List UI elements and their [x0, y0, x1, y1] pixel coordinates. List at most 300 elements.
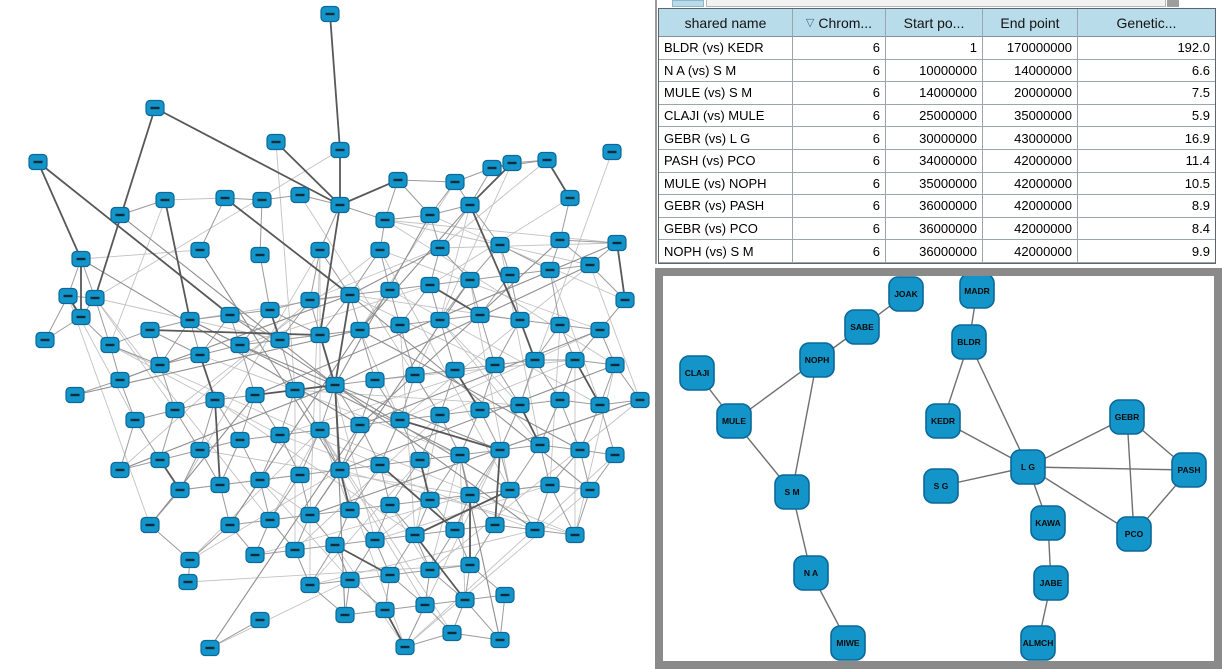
- node-label: [586, 264, 595, 266]
- node-label: [421, 604, 430, 606]
- network-node[interactable]: [451, 448, 469, 463]
- network-node[interactable]: [431, 313, 449, 328]
- network-node[interactable]: [501, 268, 519, 283]
- network-node[interactable]: [566, 528, 584, 543]
- table-cell[interactable]: 1: [886, 37, 983, 60]
- table-cell[interactable]: 10000000: [886, 60, 983, 83]
- network-node[interactable]: [59, 289, 77, 304]
- network-node[interactable]: [561, 191, 579, 206]
- network-node-s-m[interactable]: [775, 475, 809, 509]
- network-node[interactable]: [291, 188, 309, 203]
- network-node[interactable]: [391, 413, 409, 428]
- network-node[interactable]: [461, 273, 479, 288]
- node-label: KEDR: [930, 416, 956, 426]
- table-cell[interactable]: 9.9: [1078, 240, 1215, 263]
- table-cell[interactable]: 6: [793, 195, 886, 218]
- network-node[interactable]: [211, 478, 229, 493]
- network-node[interactable]: [301, 578, 319, 593]
- network-node[interactable]: [461, 488, 479, 503]
- node-label: [256, 254, 265, 256]
- table-cell[interactable]: 42000000: [983, 195, 1078, 218]
- network-node[interactable]: [111, 373, 129, 388]
- network-node[interactable]: [66, 388, 84, 403]
- table-row[interactable]: [659, 82, 1215, 105]
- network-node[interactable]: [151, 453, 169, 468]
- network-node[interactable]: [471, 308, 489, 323]
- network-node[interactable]: [366, 373, 384, 388]
- network-node[interactable]: [231, 338, 249, 353]
- network-node[interactable]: [111, 463, 129, 478]
- network-node-sabe[interactable]: [845, 310, 879, 344]
- node-label: CLAJI: [684, 368, 710, 378]
- network-node[interactable]: [381, 498, 399, 513]
- network-node[interactable]: [526, 523, 544, 538]
- network-node[interactable]: [456, 593, 474, 608]
- table-cell[interactable]: 16.9: [1078, 127, 1215, 150]
- network-node[interactable]: [251, 248, 269, 263]
- node-label: [476, 409, 485, 411]
- node-label: [356, 424, 365, 426]
- table-cell[interactable]: MULE (vs) S M: [659, 82, 793, 105]
- table-cell[interactable]: GEBR (vs) PCO: [659, 218, 793, 241]
- network-node[interactable]: [571, 443, 589, 458]
- network-node[interactable]: [538, 153, 556, 168]
- network-node[interactable]: [271, 428, 289, 443]
- network-node[interactable]: [72, 252, 90, 267]
- network-node[interactable]: [566, 353, 584, 368]
- network-node[interactable]: [603, 145, 621, 160]
- filter-icon[interactable]: ▽: [805, 17, 815, 29]
- network-node[interactable]: [446, 363, 464, 378]
- table-cell[interactable]: 34000000: [886, 150, 983, 173]
- table-row[interactable]: [659, 60, 1215, 83]
- node-label: [386, 504, 395, 506]
- network-node[interactable]: [396, 640, 414, 655]
- network-node[interactable]: [371, 458, 389, 473]
- network-node[interactable]: [351, 418, 369, 433]
- table-cell[interactable]: 5.9: [1078, 105, 1215, 128]
- network-node[interactable]: [221, 308, 239, 323]
- table-cell[interactable]: 42000000: [983, 218, 1078, 241]
- network-node[interactable]: [406, 368, 424, 383]
- network-node[interactable]: [341, 503, 359, 518]
- table-cell[interactable]: MULE (vs) NOPH: [659, 173, 793, 196]
- network-node[interactable]: [351, 323, 369, 338]
- network-node[interactable]: [341, 573, 359, 588]
- table-cell[interactable]: 14000000: [886, 82, 983, 105]
- table-row[interactable]: [659, 195, 1215, 218]
- network-node[interactable]: [72, 310, 90, 325]
- node-label: [381, 609, 390, 611]
- network-node[interactable]: [166, 403, 184, 418]
- node-label: [586, 489, 595, 491]
- table-cell[interactable]: 36000000: [886, 195, 983, 218]
- table-cell[interactable]: 6: [793, 60, 886, 83]
- network-node[interactable]: [126, 413, 144, 428]
- node-label: [331, 384, 340, 386]
- node-label: [211, 399, 220, 401]
- network-edge[interactable]: [792, 360, 817, 492]
- network-node[interactable]: [179, 575, 197, 590]
- network-node[interactable]: [371, 243, 389, 258]
- node-label: [466, 494, 475, 496]
- network-edge: [155, 108, 340, 205]
- network-node[interactable]: [446, 523, 464, 538]
- network-edge: [440, 243, 617, 248]
- network-node[interactable]: [421, 493, 439, 508]
- network-node[interactable]: [389, 173, 407, 188]
- network-node[interactable]: [301, 508, 319, 523]
- node-label: [516, 404, 525, 406]
- node-label: [436, 319, 445, 321]
- table-cell[interactable]: 42000000: [983, 150, 1078, 173]
- network-node[interactable]: [381, 568, 399, 583]
- network-node[interactable]: [326, 538, 344, 553]
- table-cell[interactable]: 35000000: [886, 173, 983, 196]
- network-node[interactable]: [471, 403, 489, 418]
- network-node-n-a[interactable]: [794, 556, 828, 590]
- network-node[interactable]: [216, 191, 234, 206]
- network-node[interactable]: [191, 243, 209, 258]
- node-label: [171, 409, 180, 411]
- column-header-label: Start po...: [903, 14, 965, 31]
- table-cell[interactable]: 20000000: [983, 82, 1078, 105]
- node-label: [236, 344, 245, 346]
- network-node-jabe[interactable]: [1034, 566, 1068, 600]
- node-label: [461, 599, 470, 601]
- network-node[interactable]: [171, 483, 189, 498]
- node-label: [272, 141, 281, 143]
- scrollbar-endcap[interactable]: [1167, 0, 1179, 7]
- network-node[interactable]: [286, 383, 304, 398]
- column-header-label: Genetic...: [1116, 14, 1177, 31]
- node-label: [34, 161, 43, 163]
- network-node[interactable]: [221, 518, 239, 533]
- network-node[interactable]: [606, 448, 624, 463]
- node-label: [381, 219, 390, 221]
- network-node[interactable]: [341, 288, 359, 303]
- node-label: [466, 279, 475, 281]
- network-node-madr[interactable]: [960, 276, 994, 308]
- node-label: [426, 214, 435, 216]
- node-label: [451, 529, 460, 531]
- table-cell[interactable]: 6: [793, 218, 886, 241]
- network-node-kedr[interactable]: [926, 404, 960, 438]
- node-label: MADR: [964, 286, 990, 296]
- network-edge: [460, 455, 500, 640]
- network-node-kawa[interactable]: [1031, 506, 1065, 540]
- network-node[interactable]: [491, 633, 509, 648]
- network-node[interactable]: [431, 408, 449, 423]
- table-cell[interactable]: 6: [793, 37, 886, 60]
- network-edge[interactable]: [1028, 467, 1189, 470]
- column-header-genetic[interactable]: [1078, 9, 1215, 37]
- network-node[interactable]: [111, 208, 129, 223]
- network-node[interactable]: [411, 453, 429, 468]
- table-cell[interactable]: PASH (vs) PCO: [659, 150, 793, 173]
- network-node[interactable]: [86, 291, 104, 306]
- scrollbar-thumb[interactable]: [672, 0, 704, 7]
- node-label: JABE: [1039, 578, 1063, 588]
- table-row[interactable]: [659, 37, 1215, 60]
- network-node[interactable]: [291, 468, 309, 483]
- network-node[interactable]: [251, 473, 269, 488]
- network-node[interactable]: [616, 293, 634, 308]
- column-header-chrom[interactable]: [793, 9, 886, 37]
- network-node[interactable]: [416, 598, 434, 613]
- node-label: [258, 199, 267, 201]
- network-node[interactable]: [391, 318, 409, 333]
- table-cell[interactable]: 6: [793, 240, 886, 263]
- network-node[interactable]: [503, 156, 521, 171]
- table-cell[interactable]: 11.4: [1078, 150, 1215, 173]
- node-label: [396, 324, 405, 326]
- network-node[interactable]: [101, 338, 119, 353]
- network-node[interactable]: [336, 608, 354, 623]
- table-cell[interactable]: 6: [793, 127, 886, 150]
- network-node[interactable]: [156, 193, 174, 208]
- table-cell[interactable]: 10.5: [1078, 173, 1215, 196]
- column-header-shared-name[interactable]: [659, 9, 793, 37]
- node-label: [276, 434, 285, 436]
- network-node[interactable]: [331, 198, 349, 213]
- node-label: [266, 519, 275, 521]
- node-label: [296, 474, 305, 476]
- network-node[interactable]: [381, 283, 399, 298]
- network-node[interactable]: [526, 353, 544, 368]
- node-label: [156, 364, 165, 366]
- network-node[interactable]: [461, 198, 479, 213]
- network-node[interactable]: [376, 603, 394, 618]
- column-header-start-po[interactable]: [886, 9, 983, 37]
- network-node[interactable]: [36, 333, 54, 348]
- network-node[interactable]: [551, 318, 569, 333]
- node-label: [536, 444, 545, 446]
- node-label: [466, 204, 475, 206]
- network-node[interactable]: [606, 358, 624, 373]
- table-cell[interactable]: 6.6: [1078, 60, 1215, 83]
- node-label: [546, 269, 555, 271]
- network-node[interactable]: [421, 278, 439, 293]
- table-cell[interactable]: 36000000: [886, 218, 983, 241]
- table-cell[interactable]: BLDR (vs) KEDR: [659, 37, 793, 60]
- network-node[interactable]: [311, 423, 329, 438]
- table-cell[interactable]: GEBR (vs) L G: [659, 127, 793, 150]
- table-row[interactable]: [659, 240, 1215, 263]
- network-node[interactable]: [491, 238, 509, 253]
- node-label: [488, 167, 497, 169]
- table-cell[interactable]: NOPH (vs) S M: [659, 240, 793, 263]
- horizontal-scrollbar[interactable]: [672, 0, 1216, 7]
- network-node[interactable]: [431, 241, 449, 256]
- table-row[interactable]: [659, 218, 1215, 241]
- network-node[interactable]: [191, 443, 209, 458]
- network-edge: [260, 255, 270, 310]
- network-edge: [81, 250, 200, 259]
- table-cell[interactable]: 8.9: [1078, 195, 1215, 218]
- network-node[interactable]: [151, 358, 169, 373]
- network-node[interactable]: [181, 553, 199, 568]
- network-node[interactable]: [286, 543, 304, 558]
- network-node-s-g[interactable]: [924, 469, 958, 503]
- node-label: [396, 419, 405, 421]
- network-node[interactable]: [443, 626, 461, 641]
- table-cell[interactable]: CLAJI (vs) MULE: [659, 105, 793, 128]
- table-cell[interactable]: 170000000: [983, 37, 1078, 60]
- node-label: [116, 379, 125, 381]
- table-cell[interactable]: 42000000: [983, 240, 1078, 263]
- network-node[interactable]: [331, 143, 349, 158]
- table-cell[interactable]: 6: [793, 173, 886, 196]
- table-cell[interactable]: 14000000: [983, 60, 1078, 83]
- table-cell[interactable]: 36000000: [886, 240, 983, 263]
- network-node[interactable]: [201, 641, 219, 656]
- network-node[interactable]: [246, 388, 264, 403]
- network-node-claji[interactable]: [680, 356, 714, 390]
- network-node[interactable]: [541, 478, 559, 493]
- node-label: [196, 249, 205, 251]
- network-node[interactable]: [146, 101, 164, 116]
- network-node[interactable]: [511, 398, 529, 413]
- network-node[interactable]: [406, 528, 424, 543]
- network-node[interactable]: [261, 513, 279, 528]
- network-node[interactable]: [301, 293, 319, 308]
- network-node[interactable]: [421, 563, 439, 578]
- node-label: [508, 162, 517, 164]
- table-cell[interactable]: 43000000: [983, 127, 1078, 150]
- node-label: [216, 484, 225, 486]
- network-node[interactable]: [246, 548, 264, 563]
- table-header-row: [659, 9, 1215, 37]
- node-label: [426, 284, 435, 286]
- network-node-pco[interactable]: [1117, 517, 1151, 551]
- network-node[interactable]: [483, 161, 501, 176]
- network-node[interactable]: [181, 313, 199, 328]
- network-detail-canvas[interactable]: [663, 276, 1214, 661]
- network-node[interactable]: [206, 393, 224, 408]
- node-label: [394, 179, 403, 181]
- network-node[interactable]: [551, 233, 569, 248]
- node-label: [426, 499, 435, 501]
- network-edge: [68, 296, 150, 525]
- table-cell[interactable]: 6: [793, 82, 886, 105]
- column-header-end-point[interactable]: [983, 9, 1078, 37]
- network-node-gebr[interactable]: [1110, 400, 1144, 434]
- network-node-miwe[interactable]: [831, 626, 865, 660]
- table-row[interactable]: [659, 127, 1215, 150]
- network-node[interactable]: [486, 358, 504, 373]
- network-node[interactable]: [486, 518, 504, 533]
- node-label: [531, 529, 540, 531]
- network-node[interactable]: [271, 333, 289, 348]
- table-cell[interactable]: 8.4: [1078, 218, 1215, 241]
- network-node[interactable]: [261, 303, 279, 318]
- table-cell[interactable]: 35000000: [983, 105, 1078, 128]
- node-label: [466, 564, 475, 566]
- network-node[interactable]: [541, 263, 559, 278]
- network-node[interactable]: [608, 236, 626, 251]
- table-cell[interactable]: 7.5: [1078, 82, 1215, 105]
- table-cell[interactable]: 42000000: [983, 173, 1078, 196]
- network-node[interactable]: [446, 175, 464, 190]
- table-cell[interactable]: N A (vs) S M: [659, 60, 793, 83]
- network-node[interactable]: [421, 208, 439, 223]
- network-node[interactable]: [141, 323, 159, 338]
- network-node[interactable]: [631, 393, 649, 408]
- column-header-label: End point: [1000, 14, 1060, 31]
- network-node[interactable]: [141, 518, 159, 533]
- network-node[interactable]: [531, 438, 549, 453]
- network-node[interactable]: [376, 213, 394, 228]
- network-node[interactable]: [551, 393, 569, 408]
- table-row[interactable]: [659, 173, 1215, 196]
- network-node[interactable]: [501, 483, 519, 498]
- node-label: PASH: [1177, 465, 1201, 475]
- network-node[interactable]: [267, 135, 285, 150]
- network-node[interactable]: [461, 558, 479, 573]
- network-node[interactable]: [366, 533, 384, 548]
- node-label: [416, 459, 425, 461]
- table-cell[interactable]: 25000000: [886, 105, 983, 128]
- network-node[interactable]: [251, 613, 269, 628]
- table-row[interactable]: [659, 150, 1215, 173]
- table-cell[interactable]: 6: [793, 150, 886, 173]
- network-edge: [38, 162, 81, 259]
- network-node-mule[interactable]: [717, 404, 751, 438]
- node-label: [386, 574, 395, 576]
- network-node[interactable]: [331, 463, 349, 478]
- network-edge[interactable]: [969, 342, 1028, 467]
- network-node[interactable]: [591, 323, 609, 338]
- node-label: [256, 619, 265, 621]
- network-node-pash[interactable]: [1172, 453, 1206, 487]
- network-node-almch[interactable]: [1021, 626, 1055, 660]
- network-node[interactable]: [581, 258, 599, 273]
- network-edge: [320, 205, 340, 335]
- network-node-bldr[interactable]: [952, 325, 986, 359]
- network-node[interactable]: [591, 398, 609, 413]
- network-node[interactable]: [491, 443, 509, 458]
- table-cell[interactable]: 6: [793, 105, 886, 128]
- table-cell[interactable]: 30000000: [886, 127, 983, 150]
- scrollbar-track[interactable]: [706, 0, 1166, 7]
- node-label: [506, 489, 515, 491]
- table-cell[interactable]: 192.0: [1078, 37, 1215, 60]
- network-node[interactable]: [191, 348, 209, 363]
- network-node-l-g[interactable]: [1011, 450, 1045, 484]
- network-node[interactable]: [326, 378, 344, 393]
- node-label: [496, 244, 505, 246]
- network-node[interactable]: [511, 313, 529, 328]
- network-node[interactable]: [311, 328, 329, 343]
- network-node[interactable]: [29, 155, 47, 170]
- table-row[interactable]: [659, 105, 1215, 128]
- node-label: BLDR: [957, 337, 981, 347]
- network-node-noph[interactable]: [800, 343, 834, 377]
- node-label: [306, 514, 315, 516]
- table-cell[interactable]: GEBR (vs) PASH: [659, 195, 793, 218]
- network-node[interactable]: [311, 243, 329, 258]
- node-label: [336, 469, 345, 471]
- network-node[interactable]: [581, 483, 599, 498]
- network-node[interactable]: [231, 433, 249, 448]
- node-label: [613, 242, 622, 244]
- network-node-joak[interactable]: [889, 277, 923, 311]
- network-node[interactable]: [321, 7, 339, 22]
- network-node[interactable]: [496, 588, 514, 603]
- network-node[interactable]: [253, 193, 271, 208]
- node-label: [341, 614, 350, 616]
